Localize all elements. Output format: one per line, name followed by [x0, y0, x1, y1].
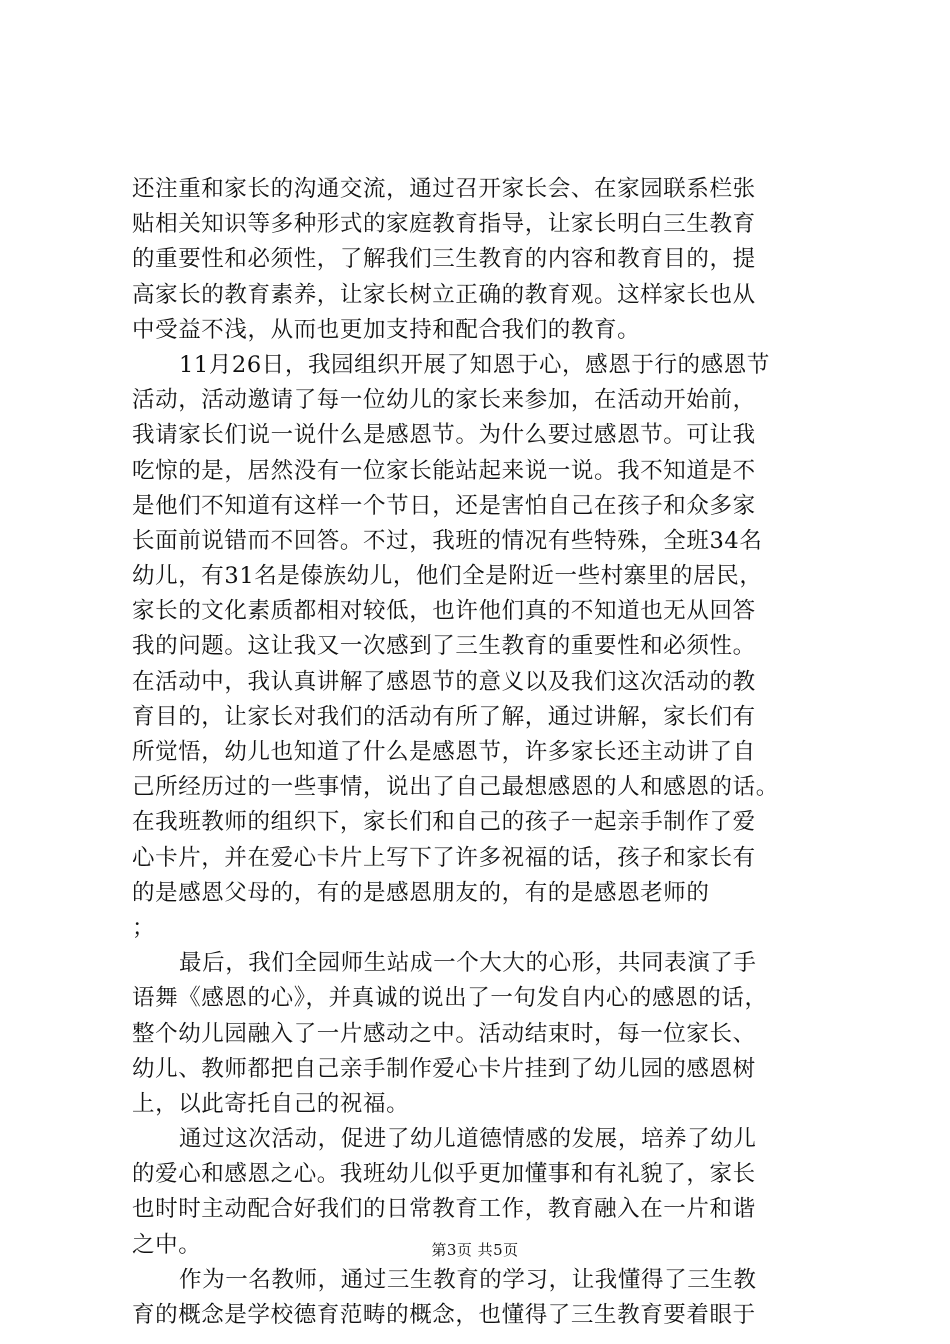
text-line: ； [132, 914, 156, 941]
text-line: 心卡片，并在爱心卡片上写下了许多祝福的话，孩子和家长有 [132, 844, 756, 871]
text-line: 之中。 [132, 1231, 202, 1258]
text-line: 还注重和家长的沟通交流，通过召开家长会、在家园联系栏张 [132, 176, 756, 202]
text-line: 在我班教师的组织下，家长们和自己的孩子一起亲手制作了爱 [132, 809, 756, 836]
text-line: 的是感恩父母的，有的是感恩朋友的，有的是感恩老师的 [132, 879, 710, 906]
text-line: 上，以此寄托自己的祝福。 [132, 1090, 410, 1117]
page-footer: 第3页 共5页 [431, 1241, 519, 1259]
text-line: 吃惊的是，居然没有一位家长能站起来说一说。我不知道是不 [132, 457, 756, 484]
text-line: 所觉悟，幼儿也知道了什么是感恩节，许多家长还主动讲了自 [132, 739, 756, 765]
text-line: 在活动中，我认真讲解了感恩节的意义以及我们这次活动的教 [132, 668, 756, 695]
text-line: 我请家长们说一说什么是感恩节。为什么要过感恩节。可让我 [132, 422, 756, 449]
text-line: 幼儿、教师都把自己亲手制作爱心卡片挂到了幼儿园的感恩树 [132, 1055, 756, 1082]
text-line: 育的概念是学校德育范畴的概念，也懂得了三生教育要着眼于 [132, 1302, 756, 1328]
text-line: 的重要性和必须性，了解我们三生教育的内容和教育目的，提 [132, 246, 756, 273]
text-line: 贴相关知识等多种形式的家庭教育指导，让家长明白三生教育 [132, 211, 756, 238]
text-line: 家长的文化素质都相对较低，也许他们真的不知道也无从回答 [132, 598, 756, 625]
text-line: 语舞《感恩的心》，并真诚的说出了一句发自内心的感恩的话， [132, 985, 768, 1012]
text-line: 通过这次活动，促进了幼儿道德情感的发展，培养了幼儿 [179, 1126, 757, 1153]
text-line: 长面前说错而不回答。不过，我班的情况有些特殊，全班34名 [132, 527, 763, 554]
text-line: 是他们不知道有这样一个节日，还是害怕自己在孩子和众多家 [132, 492, 756, 519]
text-line: 育目的，让家长对我们的活动有所了解，通过讲解，家长们有 [132, 703, 756, 730]
body-text [132, 172, 832, 1333]
text-line: 作为一名教师，通过三生教育的学习，让我懂得了三生教 [179, 1266, 757, 1293]
text-line: 11月26日，我园组织开展了知恩于心，感恩于行的感恩节 [179, 351, 770, 378]
text-line: 的爱心和感恩之心。我班幼儿似乎更加懂事和有礼貌了，家长 [132, 1161, 756, 1188]
text-line: 高家长的教育素养，让家长树立正确的教育观。这样家长也从 [132, 281, 756, 308]
text-line: 最后，我们全园师生站成一个大大的心形，共同表演了手 [179, 950, 757, 977]
text-line: 中受益不浅，从而也更加支持和配合我们的教育。 [132, 316, 641, 343]
text-line: 活动，活动邀请了每一位幼儿的家长来参加，在活动开始前， [132, 387, 756, 414]
text-line: 幼儿，有31名是傣族幼儿，他们全是附近一些村寨里的居民， [132, 563, 763, 590]
text-line: 我的问题。这让我又一次感到了三生教育的重要性和必须性。 [132, 633, 756, 660]
text-line: 己所经历过的一些事情，说出了自己最想感恩的人和感恩的话。 [132, 774, 779, 801]
text-line: 整个幼儿园融入了一片感动之中。活动结束时，每一位家长、 [132, 1020, 756, 1047]
text-line: 也时时主动配合好我们的日常教育工作，教育融入在一片和谐 [132, 1196, 756, 1223]
